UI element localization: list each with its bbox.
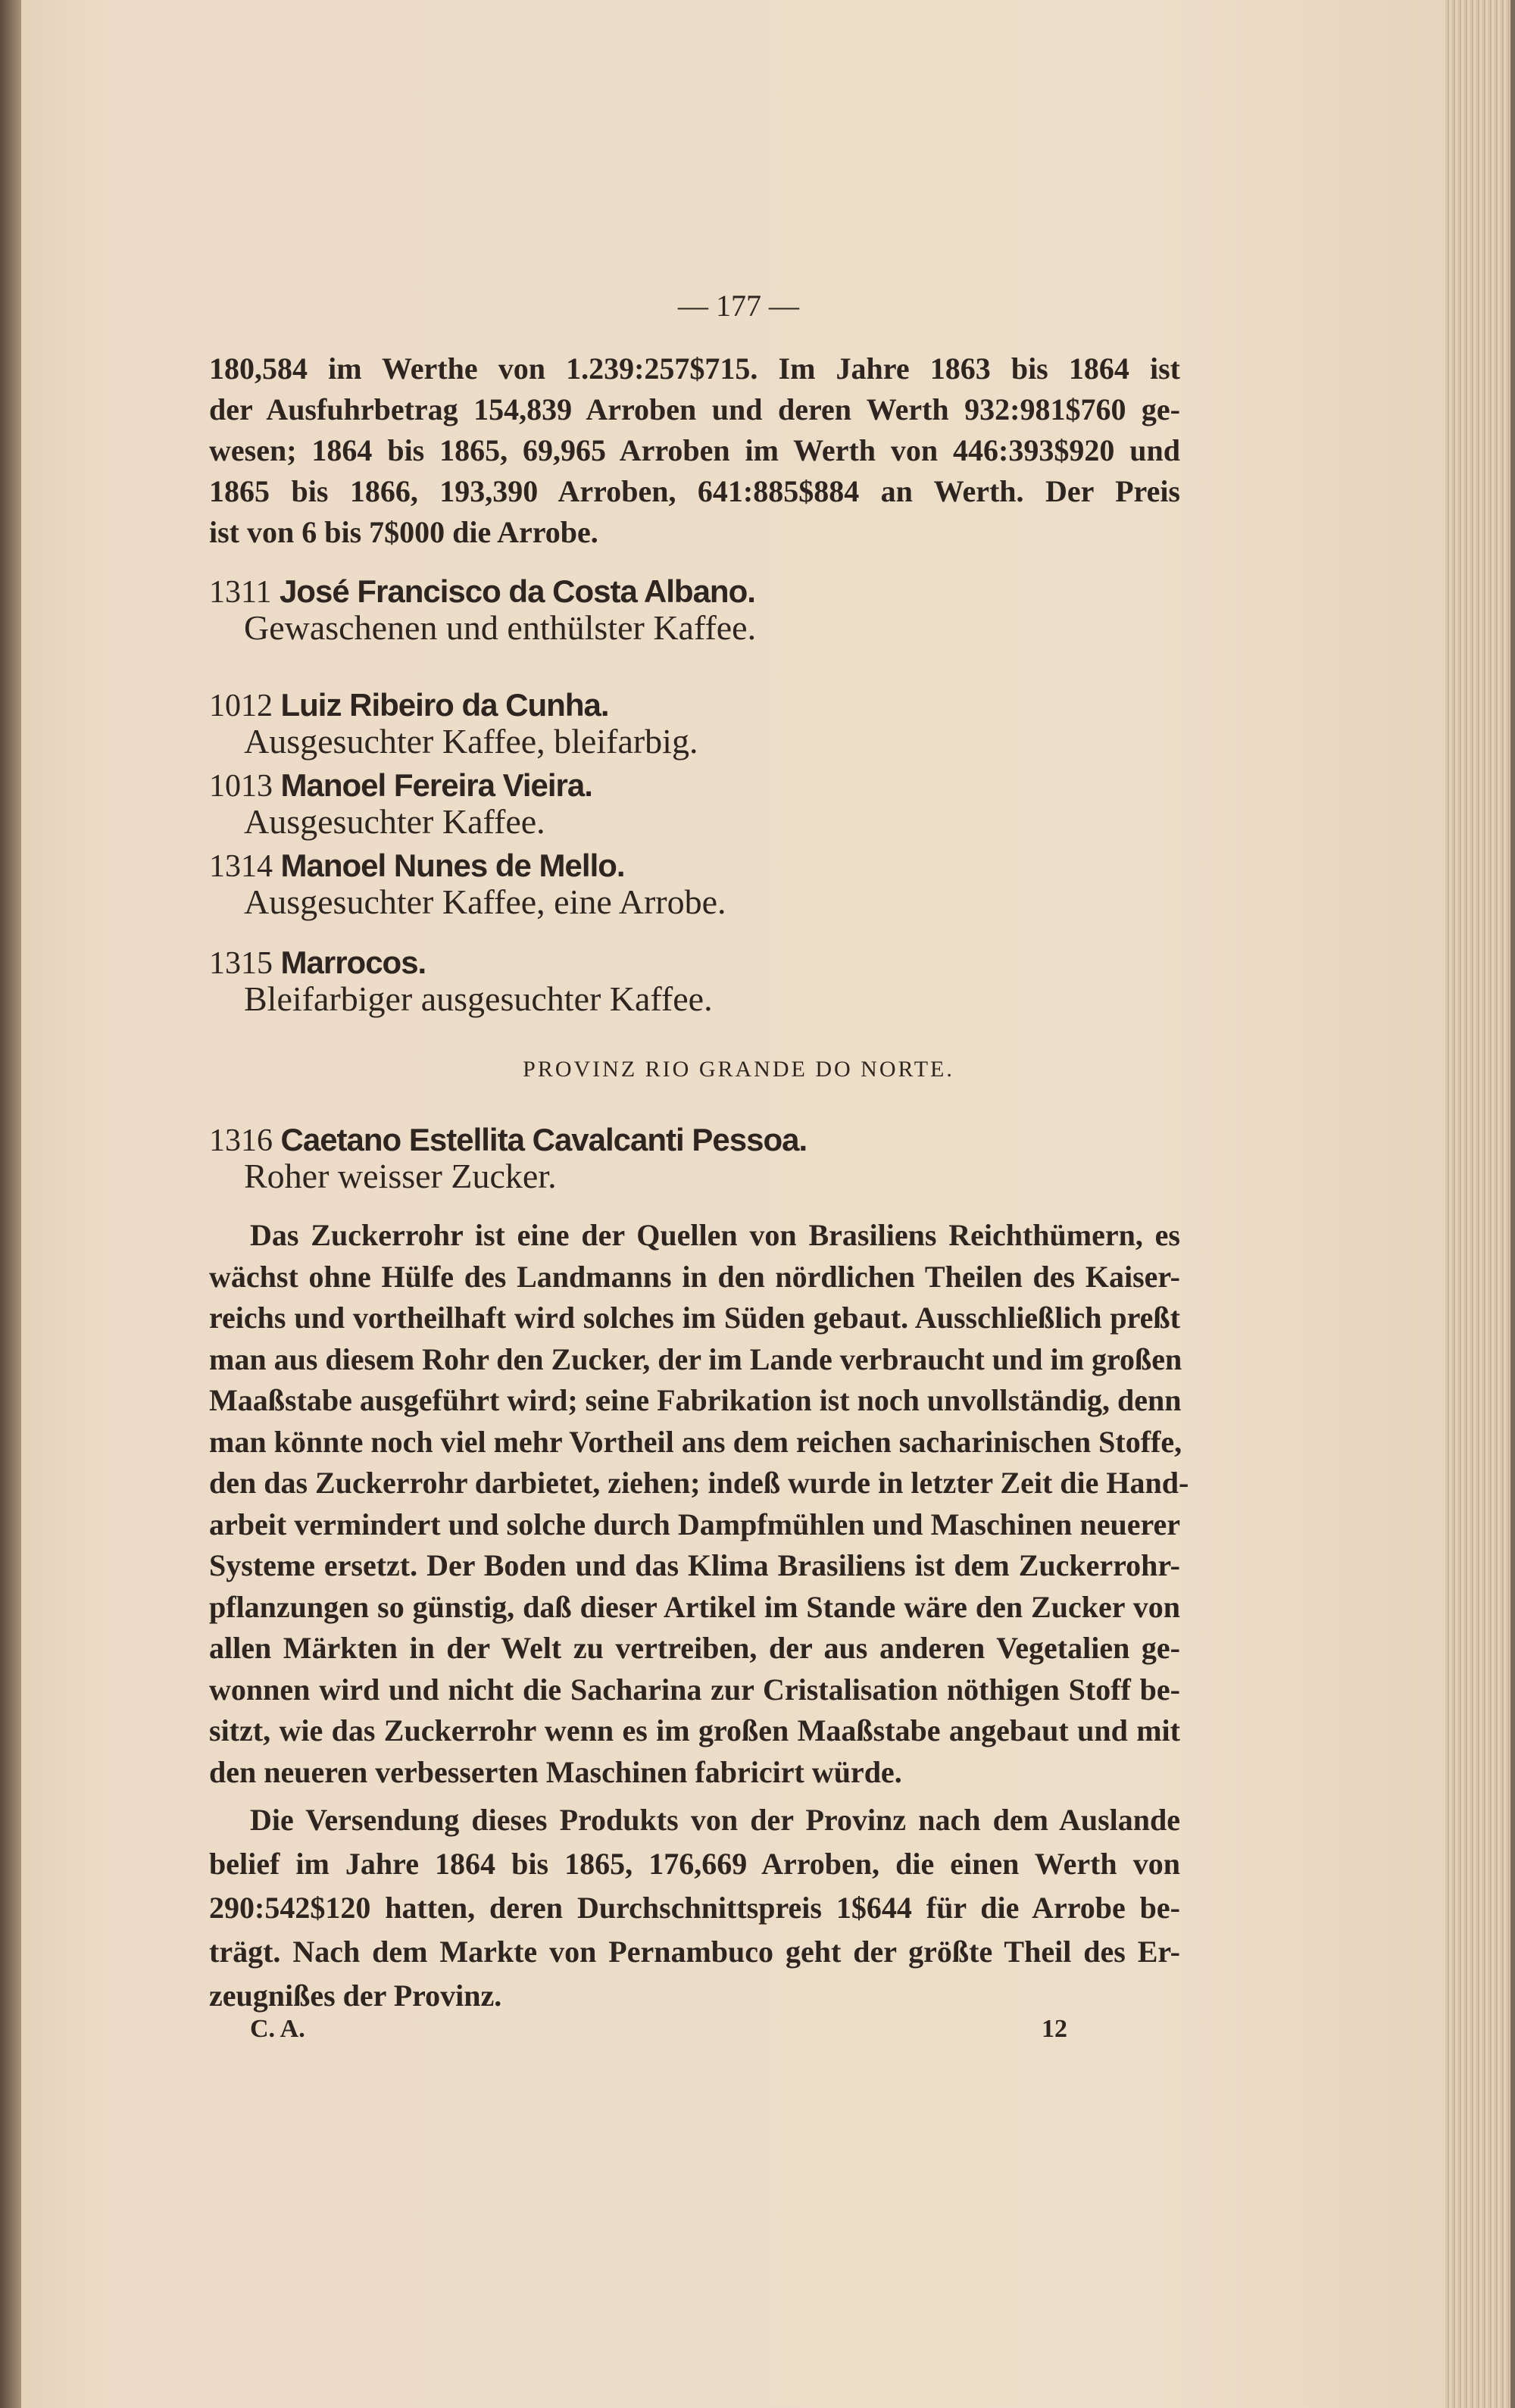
entry-description: Gewaschenen und enthülster Kaffee. bbox=[244, 608, 757, 647]
text-line: man aus diesem Rohr den Zucker, der im Lande verbraucht und im großen bbox=[209, 1341, 1182, 1376]
text-line: zeugnißes der Provinz. bbox=[209, 1979, 502, 2013]
entry-description: Ausgesuchter Kaffee, eine Arrobe. bbox=[244, 882, 726, 921]
province-heading: PROVINZ RIO GRANDE DO NORTE. bbox=[523, 1057, 954, 1082]
exhibitor-entry bbox=[209, 944, 426, 982]
text-line: trägt. Nach dem Markte von Pernambuco geht der größte Theil des Er- bbox=[209, 1935, 1180, 1969]
text-line: der Ausfuhrbetrag 154,839 Arroben und deren Werth 932:981$760 ge- bbox=[209, 392, 1180, 426]
exhibitor-entry bbox=[209, 686, 609, 725]
entry-description: Roher weisser Zucker. bbox=[244, 1157, 557, 1195]
text-line: 1865 bis 1866, 193,390 Arroben, 641:885$884 an Werth. Der Preis bbox=[209, 474, 1180, 508]
text-line: man könnte noch viel mehr Vortheil ans dem reichen sacharinischen Stoffe, bbox=[209, 1424, 1182, 1459]
sheet-number: 12 bbox=[1042, 2015, 1067, 2043]
entry-name: Marrocos. bbox=[280, 945, 426, 980]
text-line: wächst ohne Hülfe des Landmanns in den nördlichen Theilen des Kaiser- bbox=[209, 1259, 1180, 1294]
entry-number: 1012 bbox=[209, 689, 273, 723]
entry-name: Manoel Fereira Vieira. bbox=[280, 767, 592, 803]
text-line: sitzt, wie das Zuckerrohr wenn es im großen Maaßstabe angebaut und mit bbox=[209, 1713, 1180, 1747]
text-line: allen Märkten in der Welt zu vertreiben, der aus anderen Vegetalien ge- bbox=[209, 1631, 1180, 1665]
entry-number: 1311 bbox=[209, 575, 272, 610]
text-line: wonnen wird und nicht die Sacharina zur Cristalisation nöthigen Stoff be- bbox=[209, 1672, 1180, 1707]
text-line: den neueren verbesserten Maschinen fabricirt würde. bbox=[209, 1754, 902, 1789]
entry-name: Luiz Ribeiro da Cunha. bbox=[280, 687, 609, 723]
text-line: Das Zuckerrohr ist eine der Quellen von Brasiliens Reichthümern, es bbox=[250, 1218, 1180, 1252]
exhibitor-entry bbox=[209, 767, 592, 805]
entry-number: 1314 bbox=[209, 849, 273, 884]
entry-number: 1316 bbox=[209, 1123, 273, 1158]
exhibitor-entry bbox=[209, 573, 755, 611]
text-line: arbeit vermindert und solche durch Dampfmühlen und Maschinen neuerer bbox=[209, 1507, 1180, 1541]
exhibitor-entry bbox=[209, 847, 625, 885]
text-line: wesen; 1864 bis 1865, 69,965 Arroben im Werth von 446:393$920 und bbox=[209, 433, 1180, 467]
text-line: 180,584 im Werthe von 1.239:257$715. Im Jahre 1863 bis 1864 ist bbox=[209, 351, 1180, 386]
text-line: pflanzungen so günstig, daß dieser Artikel im Stande wäre den Zucker von bbox=[209, 1589, 1180, 1624]
text-line: Systeme ersetzt. Der Boden und das Klima Brasiliens ist dem Zuckerrohr- bbox=[209, 1548, 1180, 1582]
text-line: ist von 6 bis 7$000 die Arrobe. bbox=[209, 515, 598, 549]
entry-description: Ausgesuchter Kaffee. bbox=[244, 802, 545, 841]
text-line: 290:542$120 hatten, deren Durchschnittspreis 1$644 für die Arrobe be- bbox=[209, 1891, 1180, 1925]
entry-name: José Francisco da Costa Albano. bbox=[279, 573, 755, 609]
entry-number: 1315 bbox=[209, 946, 273, 981]
text-line: Die Versendung dieses Produkts von der Provinz nach dem Auslande bbox=[250, 1803, 1180, 1837]
page-number: — 177 — bbox=[678, 289, 799, 323]
entry-number: 1013 bbox=[209, 769, 273, 804]
text-line: Maaßstabe ausgeführt wird; seine Fabrikation ist noch unvollständig, denn bbox=[209, 1383, 1182, 1417]
entry-name: Caetano Estellita Cavalcanti Pessoa. bbox=[280, 1122, 807, 1157]
footer-signature: C. A. bbox=[250, 2015, 305, 2043]
entry-description: Bleifarbiger ausgesuchter Kaffee. bbox=[244, 979, 713, 1018]
book-spine-shadow bbox=[0, 0, 21, 2408]
text-line: reichs und vortheilhaft wird solches im Süden gebaut. Ausschließlich preßt bbox=[209, 1301, 1180, 1335]
exhibitor-entry-1316 bbox=[209, 1121, 807, 1160]
entry-name: Manoel Nunes de Mello. bbox=[280, 848, 625, 883]
text-line: belief im Jahre 1864 bis 1865, 176,669 Arroben, die einen Werth von bbox=[209, 1847, 1180, 1881]
entry-description: Ausgesuchter Kaffee, bleifarbig. bbox=[244, 722, 698, 761]
text-line: den das Zuckerrohr darbietet, ziehen; indeß wurde in letzter Zeit die Hand- bbox=[209, 1466, 1189, 1500]
page-stack-edge bbox=[1445, 0, 1515, 2408]
